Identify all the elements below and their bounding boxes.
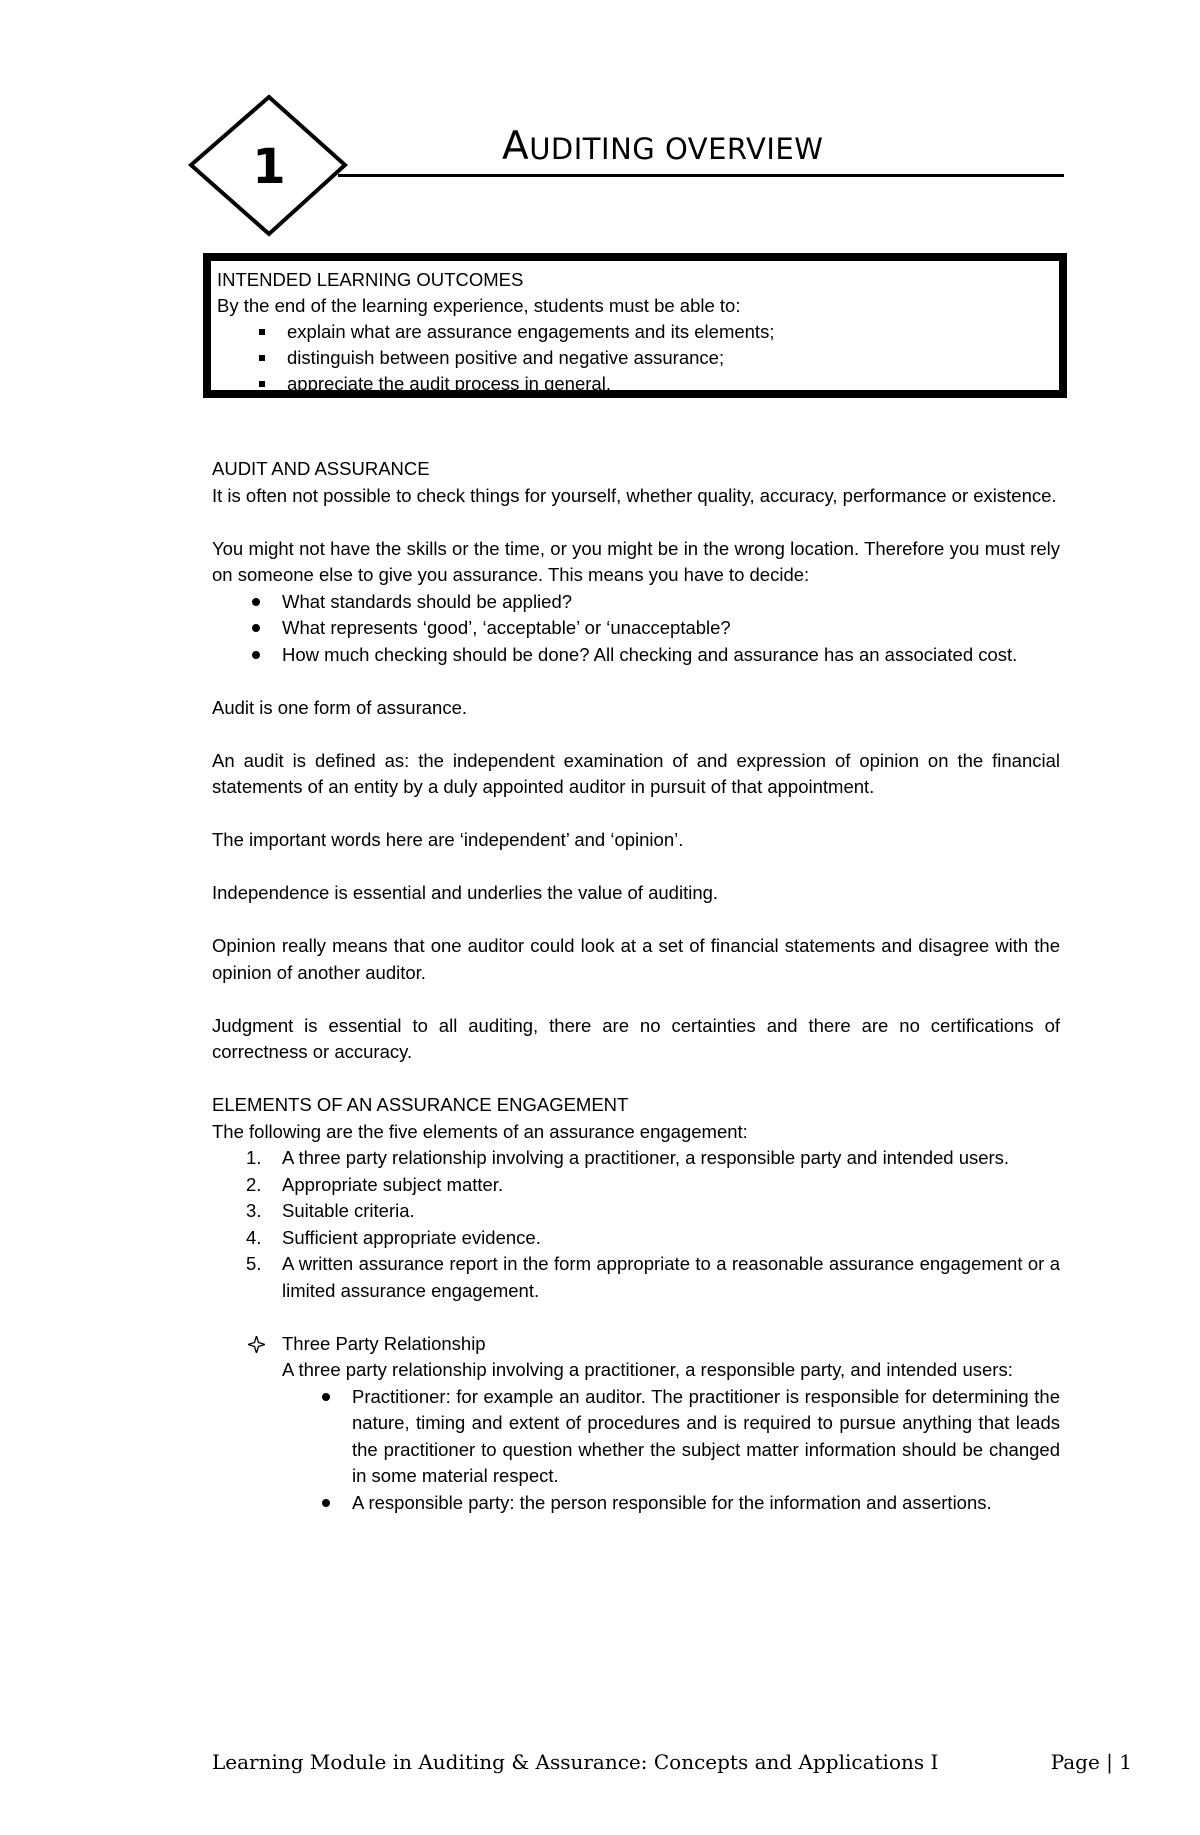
- paragraph: Judgment is essential to all auditing, there are no certainties and there are no certifications of correctness or accuracy.: [212, 1014, 1060, 1062]
- outcomes-intro: By the end of the learning experience, students must be able to:: [217, 295, 741, 316]
- body-content: [212, 456, 1060, 1516]
- outcome-item: appreciate the audit process in general.: [217, 371, 1059, 397]
- outcome-item: explain what are assurance engagements and its elements;: [217, 319, 1059, 345]
- paragraph: An audit is defined as: the independent examination of and expression of opinion on the financial statements of an entity by a duly appointed auditor in pursuit of that appointment.: [212, 749, 1060, 797]
- chapter-title-rest: UDITING OVERVIEW: [529, 132, 824, 166]
- learning-outcomes-box: [203, 253, 1067, 398]
- subsection-heading: Three Party Relationship: [282, 1332, 486, 1354]
- item-number: 1.: [246, 1147, 262, 1168]
- paragraph: Opinion really means that one auditor could look at a set of financial statements and disagree with the opinion of another auditor.: [212, 935, 1060, 983]
- decision-bullet-list: [212, 589, 1060, 669]
- chapter-title-initial: A: [502, 124, 530, 169]
- list-item: A responsible party: the person responsible for the information and assertions.: [282, 1490, 1060, 1517]
- item-text: Sufficient appropriate evidence.: [282, 1226, 541, 1248]
- item-text: A written assurance report in the form appropriate to a reasonable assurance engagement or a limited assurance engagement.: [282, 1253, 1060, 1301]
- list-item: What represents ‘good’, ‘acceptable’ or ‘unacceptable?: [212, 615, 1060, 642]
- item-text: Appropriate subject matter.: [282, 1173, 504, 1195]
- outcome-item: distinguish between positive and negative assurance;: [217, 345, 1059, 371]
- item-text: Suitable criteria.: [282, 1200, 415, 1221]
- paragraph: You might not have the skills or the time, or you might be in the wrong location. Therefore you must rely on someone else to give you assurance. This means you have to decide:: [212, 537, 1060, 585]
- chapter-number-diamond: [187, 93, 352, 238]
- paragraph: Audit is one form of assurance.: [212, 696, 468, 718]
- item-text: A three party relationship involving a practitioner, a responsible party and intended users.: [282, 1147, 1010, 1168]
- chapter-title: [502, 124, 823, 169]
- paragraph: Independence is essential and underlies the value of auditing.: [212, 882, 719, 903]
- paragraph: The important words here are ‘independent’ and ‘opinion’.: [212, 829, 684, 850]
- item-number: 4.: [246, 1226, 262, 1248]
- list-item: [212, 1225, 1060, 1252]
- list-item: What standards should be applied?: [212, 589, 1060, 616]
- chapter-number: 1: [252, 139, 286, 195]
- item-number: 5.: [246, 1253, 262, 1274]
- list-item: [212, 1198, 1060, 1225]
- chapter-title-rule: [338, 174, 1064, 177]
- outcomes-heading: INTENDED LEARNING OUTCOMES: [217, 269, 524, 290]
- list-item: [212, 1251, 1060, 1304]
- party-bullet-list: [282, 1384, 1060, 1517]
- paragraph: It is often not possible to check things for yourself, whether quality, accuracy, performance or existence.: [212, 484, 1057, 506]
- paragraph: A three party relationship involving a practitioner, a responsible party, and intended users:: [282, 1359, 1013, 1380]
- item-number: 3.: [246, 1200, 262, 1221]
- footer-page-number: Page | 1: [1050, 1750, 1132, 1774]
- four-diamond-bullet-icon: [248, 1336, 265, 1353]
- list-item: Practitioner: for example an auditor. The practitioner is responsible for determining the nature, timing and extent of procedures and is required to pursue anything that leads the practitioner to question whether the subject matter information should be changed in some material respect.: [282, 1384, 1060, 1490]
- footer-module-title: Learning Module in Auditing & Assurance: Concepts and Applications I: [212, 1750, 939, 1774]
- list-item: [212, 1145, 1060, 1172]
- section-heading-audit-assurance: AUDIT AND ASSURANCE: [212, 458, 430, 479]
- outcomes-list: [217, 319, 1059, 397]
- elements-numbered-list: [212, 1145, 1060, 1304]
- list-item: How much checking should be done? All checking and assurance has an associated cost.: [212, 642, 1060, 669]
- section-heading-elements: ELEMENTS OF AN ASSURANCE ENGAGEMENT: [212, 1094, 629, 1115]
- list-item: [212, 1172, 1060, 1199]
- item-number: 2.: [246, 1173, 262, 1195]
- paragraph: The following are the five elements of an assurance engagement:: [212, 1120, 748, 1142]
- three-party-section: [212, 1331, 1060, 1517]
